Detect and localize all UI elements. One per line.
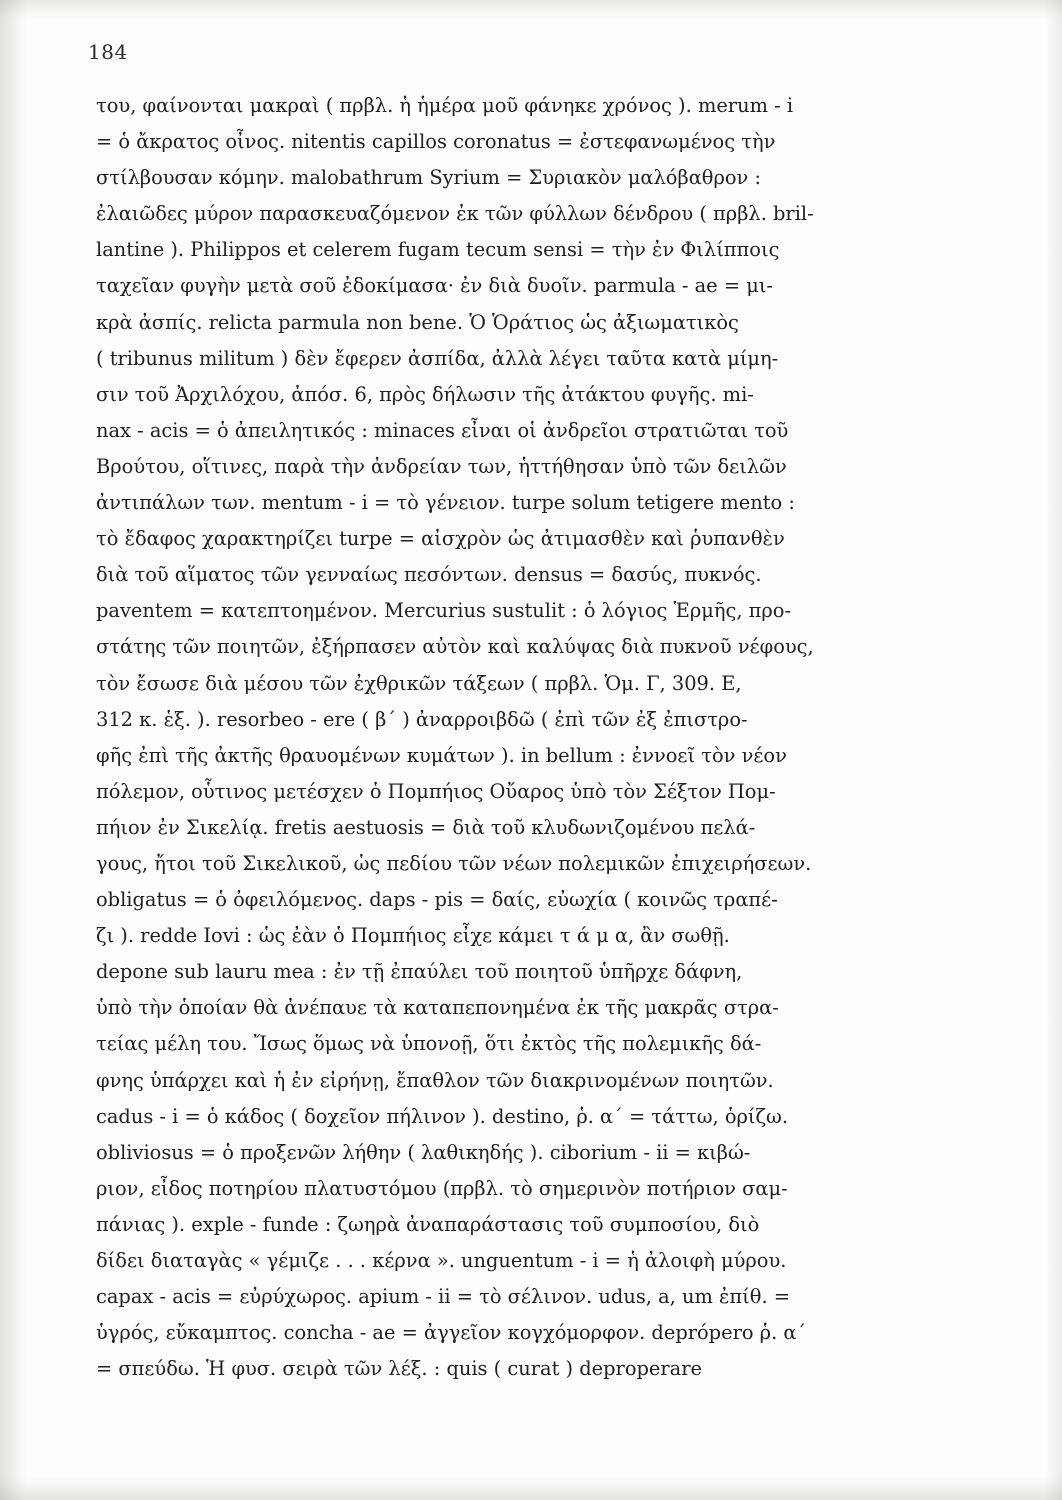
text-line: ἐλαιῶδες μύρον παρασκευαζόμενον ἐκ τῶν φύλλων δένδρου ( πρβλ. bril- [96,202,814,226]
scan-edge-shadow-bottom [0,1478,1062,1500]
text-line: = ὁ ἄκρατος οἶνος. nitentis capillos coronatus = ἐστεφανωμένος τὴν [96,130,776,154]
text-line: ( tribunus militum ) δὲν ἔφερεν ἀσπίδα, ἀλλὰ λέγει ταῦτα κατὰ μίμη- [96,346,779,370]
text-line: ὑπὸ τὴν ὁποίαν θὰ ἀνέπαυε τὰ καταπεπονημένα ἐκ τῆς μακρᾶς στρα- [96,996,779,1020]
text-line: cadus - i = ὁ κάδος ( δοχεῖον πήλινον ). destino, ῥ. α΄ = τάττω, ὁρίζω. [96,1104,789,1128]
text-line: πάνιας ). exple - funde : ζωηρὰ ἀναπαράστασις τοῦ συμποσίου, διὸ [96,1212,760,1236]
text-line: = σπεύδω. Ἡ φυσ. σειρὰ τῶν λέξ. : quis ( curat ) deproperare [96,1357,702,1381]
text-line: obligatus = ὁ ὀφειλόμενος. daps - pis = δαίς, εὐωχία ( κοινῶς τραπέ- [96,888,778,912]
text-line: κρὰ ἀσπίς. relicta parmula non bene. Ὁ Ὁράτιος ὡς ἀξιωματικὸς [96,310,739,334]
scan-edge-shadow-right [1044,0,1062,1500]
text-line: obliviosus = ὁ προξενῶν λήθην ( λαθικηδής ). ciborium - ii = κιβώ- [96,1140,751,1164]
text-line: ἀντιπάλων των. mentum - i = τὸ γένειον. turpe solum tetigere mento : [96,491,795,515]
text-line: ζι ). redde Iovi : ὡς ἐὰν ὁ Πομπήιος εἶχε κάμει τ ά μ α, ἂν σωθῇ. [96,924,730,948]
text-block [96,88,972,1387]
text-line: διὰ τοῦ αἵματος τῶν γενναίως πεσόντων. densus = δασύς, πυκνός. [96,563,762,587]
text-line: γους, ἤτοι τοῦ Σικελικοῦ, ὡς πεδίου τῶν νέων πολεμικῶν ἐπιχειρήσεων. [96,851,812,875]
text-line: φῆς ἐπὶ τῆς ἀκτῆς θραυομένων κυμάτων ). in bellum : ἐννοεῖ τὸν νέον [96,743,787,767]
text-line: στάτης τῶν ποιητῶν, ἐξήρπασεν αὐτὸν καὶ καλύψας διὰ πυκνοῦ νέφους, [96,635,814,659]
text-line: του, φαίνονται μακραὶ ( πρβλ. ἡ ἡμέρα μοῦ φάνηκε χρόνος ). merum - i [96,94,794,117]
text-line: nax - acis = ὁ ἀπειλητικός : minaces εἶναι οἱ ἀνδρεῖοι στρατιῶται τοῦ [96,418,789,442]
text-line: τὸν ἔσωσε διὰ μέσου τῶν ἐχθρικῶν τάξεων ( πρβλ. Ὁμ. Γ, 309. Ε, [96,671,742,695]
text-line: 312 κ. ἑξ. ). resorbeo - ere ( β΄ ) ἀναρροιβδῶ ( ἐπὶ τῶν ἐξ ἐπιστρο- [96,707,748,731]
text-line: πόλεμον, οὗτινος μετέσχεν ὁ Πομπήιος Οὔαρος ὑπὸ τὸν Σέξτον Πομ- [96,779,776,803]
text-line: ὑγρός, εὔκαμπτος. concha - ae = ἀγγεῖον κογχόμορφον. deprópero ῥ. α΄ [96,1321,807,1345]
text-line: φνης ὑπάρχει καὶ ἡ ἐν εἰρήνῃ, ἔπαθλον τῶν διακρινομένων ποιητῶν. [96,1068,774,1092]
text-line: paventem = κατεπτοημένον. Mercurius sustulit : ὁ λόγιος Ἑρμῆς, προ- [96,599,792,623]
text-line: Βρούτου, οἵτινες, παρὰ τὴν ἀνδρείαν των, ἡττήθησαν ὑπὸ τῶν δειλῶν [96,454,787,478]
text-line: τείας μέλη του. Ἴσως ὅμως νὰ ὑπονοῇ, ὅτι ἐκτὸς τῆς πολεμικῆς δά- [96,1032,762,1056]
text-line: τὸ ἔδαφος χαρακτηρίζει turpe = αἰσχρὸν ὡς ἀτιμασθὲν καὶ ῥυπανθὲν [96,527,785,551]
text-line: σιν τοῦ Ἀρχιλόχου, ἀπόσ. 6, πρὸς δήλωσιν τῆς ἀτάκτου φυγῆς. mi- [96,382,754,406]
text-line: δίδει διαταγὰς « γέμιζε . . . κέρνα ». unguentum - i = ἡ ἀλοιφὴ μύρου. [96,1249,787,1272]
text-line: lantine ). Philippos et celerem fugam tecum sensi = τὴν ἐν Φιλίπποις [96,238,780,262]
text-line: στίλβουσαν κόμην. malobathrum Syrium = Συριακὸν μαλόβαθρον : [96,166,762,190]
text-line: capax - acis = εὐρύχωρος. apium - ii = τὸ σέλινον. udus, a, um ἐπίθ. = [96,1285,791,1309]
text-line: depone sub lauru mea : ἐν τῇ ἐπαύλει τοῦ ποιητοῦ ὑπῆρχε δάφνη, [96,960,743,984]
page-number: 184 [88,40,128,64]
scan-edge-shadow-left [0,0,26,1500]
text-line: ριον, εἶδος ποτηρίου πλατυστόμου (πρβλ. τὸ σημερινὸν ποτήριον σαμ- [96,1176,788,1200]
text-line: πήιον ἐν Σικελίᾳ. fretis aestuosis = διὰ τοῦ κλυδωνιζομένου πελά- [96,815,756,839]
text-line: ταχεῖαν φυγὴν μετὰ σοῦ ἐδοκίμασα· ἐν διὰ δυοῖν. parmula - ae = μι- [96,274,773,298]
page-body-text [96,88,972,1387]
scan-edge-shadow-top [0,0,1062,18]
